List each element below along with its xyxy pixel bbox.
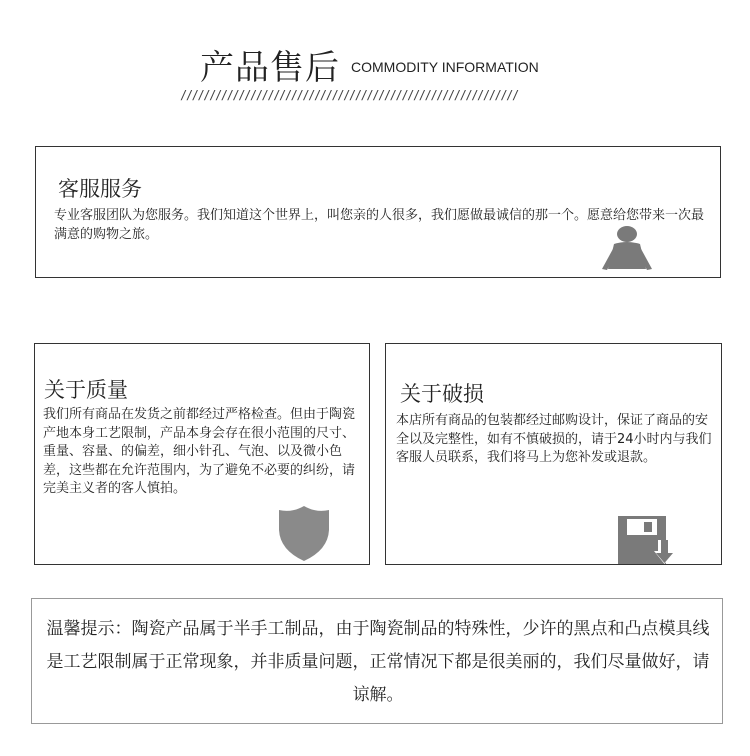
service-description: 专业客服团队为您服务。我们知道这个世界上，叫您亲的人很多，我们愿做最诚信的那一个。愿意给您带来一次最满意的购物之旅。 [54, 208, 705, 242]
save-download-icon [618, 516, 684, 564]
service-title: 客服服务 [58, 177, 142, 201]
damage-card [385, 343, 722, 565]
shield-icon [276, 506, 332, 562]
quality-card [34, 343, 370, 565]
notice-text: 温馨提示：陶瓷产品属于半手工制品，由于陶瓷制品的特殊性，少许的黑点和凸点模具线是工艺限制属于正常现象，并非质量问题，正常情况下都是很美丽的，我们尽量做好，请谅解。 [46, 619, 710, 705]
section-header [0, 36, 750, 86]
quality-description: 我们所有商品在发货之前都经过严格检查。但由于陶瓷产地本身工艺限制，产品本身会存在很小范围的尺寸、重量、容量、的偏差，细小针孔、气泡、以及微小色差，这些都在允许范围内，为了避免不必要的纠纷，请完美主义者的客人慎拍。 [43, 407, 356, 496]
notice-box [31, 598, 723, 724]
page-title: 产品售后 [200, 48, 340, 88]
page-subtitle: COMMODITY INFORMATION [351, 59, 539, 75]
customer-service-card [35, 146, 721, 278]
decorative-divider: ////////////////////////////////////////////////////////// [180, 88, 518, 102]
quality-title: 关于质量 [44, 378, 128, 402]
damage-description: 本店所有商品的包装都经过邮购设计，保证了商品的安全以及完整性，如有不慎破损的，请于24小时内与我们客服人员联系，我们将马上为您补发或退款。 [396, 413, 712, 465]
person-icon [598, 225, 656, 277]
damage-title: 关于破损 [400, 382, 484, 406]
